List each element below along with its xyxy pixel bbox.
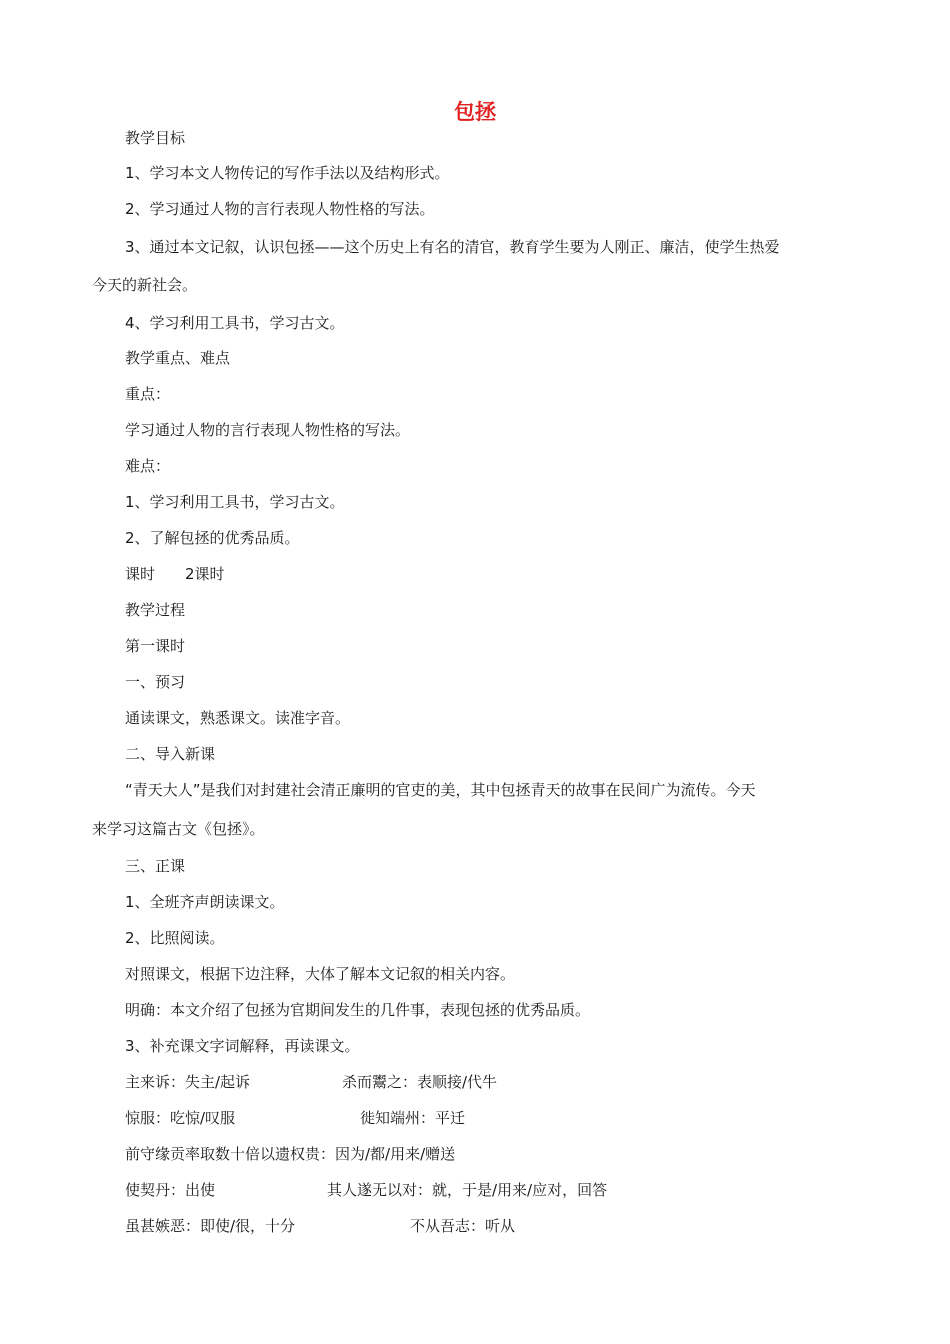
text-line: 难点： [125,457,171,475]
glossary-term: 不从吾志：听从 [410,1217,516,1235]
text-line: 二、导入新课 [125,745,216,763]
text-line: 教学过程 [125,601,186,619]
text-line: 今天的新社会。 [92,276,198,294]
page-title: 包拯 [454,100,496,124]
glossary-row [125,1072,498,1092]
text-line: 重点： [125,385,171,403]
text-line: 明确：本文介绍了包拯为官期间发生的几件事，表现包拯的优秀品质。 [125,1001,591,1019]
text-line: 三、正课 [125,857,186,875]
text-line: 2、了解包拯的优秀品质。 [125,529,300,547]
glossary-term: 惊服：吃惊/叹服 [125,1109,236,1127]
glossary-term: 主来诉：失主/起诉 [125,1073,251,1091]
glossary-term: 杀而鬻之：表顺接/代牛 [342,1073,498,1091]
glossary-row [125,1108,466,1128]
text-line: 1、学习利用工具书，学习古文。 [125,493,345,511]
text-line: 学习通过人物的言行表现人物性格的写法。 [125,421,411,439]
glossary-term: 其人遂无以对：就，于是/用来/应对，回答 [327,1181,608,1199]
text-line: 1、全班齐声朗读课文。 [125,893,285,911]
glossary-row [125,1144,455,1164]
text-line: 通读课文，熟悉课文。读准字音。 [125,709,351,727]
text-line: 教学重点、难点 [125,349,231,367]
text-line: “青天大人”是我们对封建社会清正廉明的官吏的美，其中包拯青天的故事在民间广为流传。今天 [125,781,756,799]
text-line: 教学目标 [125,129,186,147]
glossary-term: 前守缘贡率取数十倍以遗权贵：因为/都/用来/赠送 [125,1145,456,1163]
text-line: 2、比照阅读。 [125,929,225,947]
text-line: 一、预习 [125,673,186,691]
glossary-term: 徙知端州：平迁 [360,1109,466,1127]
text-line: 课时 2课时 [125,565,225,583]
glossary-row [125,1180,608,1200]
text-line: 3、通过本文记叙，认识包拯——这个历史上有名的清官，教育学生要为人刚正、廉洁，使学生热爱 [125,238,780,256]
text-line: 第一课时 [125,637,186,655]
text-line: 3、补充课文字词解释，再读课文。 [125,1037,360,1055]
text-line: 来学习这篇古文《包拯》。 [92,820,265,838]
text-line: 1、学习本文人物传记的写作手法以及结构形式。 [125,164,450,182]
glossary-term: 使契丹：出使 [125,1181,216,1199]
text-line: 2、学习通过人物的言行表现人物性格的写法。 [125,200,435,218]
text-line: 对照课文，根据下边注释，大体了解本文记叙的相关内容。 [125,965,516,983]
text-line: 4、学习利用工具书，学习古文。 [125,314,345,332]
glossary-row [125,1216,516,1236]
glossary-term: 虽甚嫉恶：即使/很，十分 [125,1217,296,1235]
